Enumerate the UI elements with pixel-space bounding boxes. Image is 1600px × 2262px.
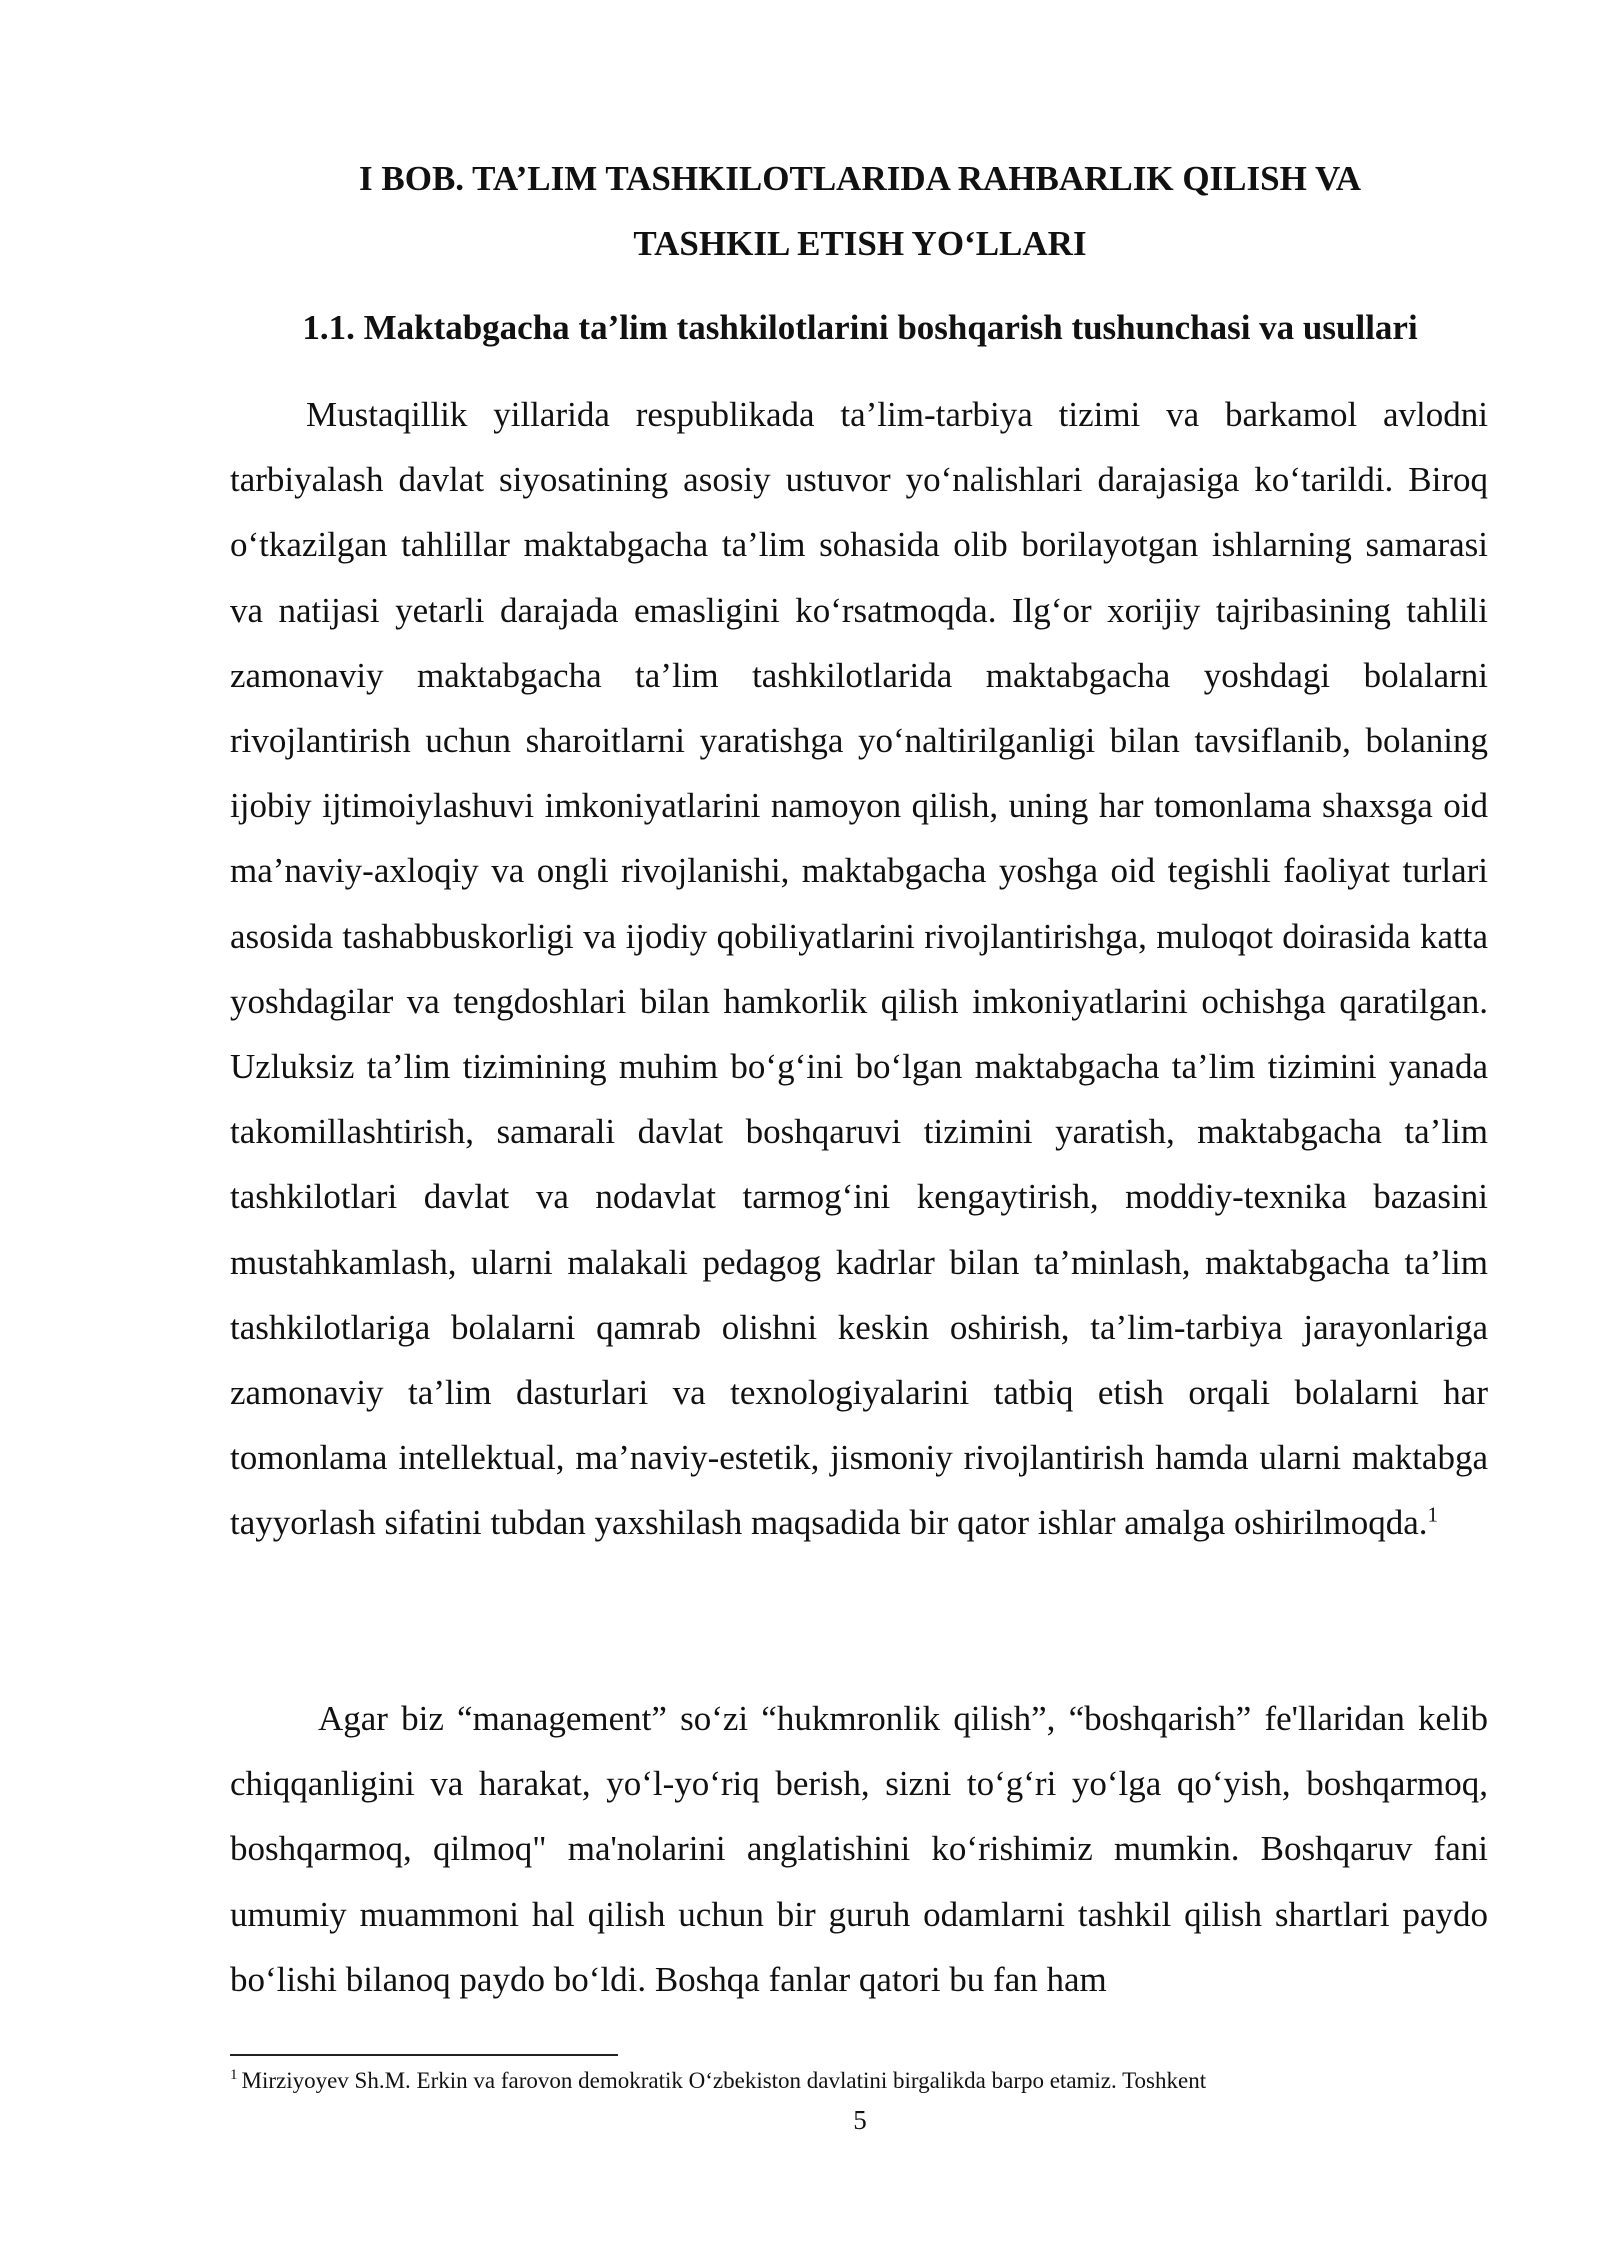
paragraph-1: [230, 382, 1488, 1556]
chapter-title-line-2: TASHKIL ETISH YO‘LLARI: [633, 224, 1087, 263]
paragraph-2: [230, 1686, 1488, 2012]
section-heading: 1.1. Maktabgacha ta’lim tashkilotlarini boshqarish tushunchasi va usullari: [302, 308, 1418, 347]
footnote-separator: [230, 2054, 618, 2056]
footnote-reference[interactable]: 1: [1427, 1502, 1439, 1527]
page-number: 5: [853, 2105, 867, 2135]
chapter-title-line-1: I BOB. TA’LIM TASHKILOTLARIDA RAHBARLIK QILISH VA: [359, 159, 1361, 198]
footnote-mark: 1: [230, 2067, 238, 2084]
paragraph-1-text: Mustaqillik yillarida respublikada ta’lim-tarbiya tizimi va barkamol avlodni tarbiyalash davlat siyosatining asosiy ustuvor yo‘nalishlari darajasiga ko‘tarildi. Biroq o‘tkazilgan tahlillar maktabgacha ta’lim sohasida olib borilayotgan ishlarning samarasi va natijasi yetarli darajada emasligini ko‘rsatmoqda. Ilg‘or xorijiy tajribasining tahlili zamonaviy maktabgacha ta’lim tashkilotlarida maktabgacha yoshdagi bolalarni rivojlantirish uchun sharoitlarni yaratishga yo‘naltirilganligi bilan tavsiflanib, bolaning ijobiy ijtimoiylashuvi imkoniyatlarini namoyon qilish, uning har tomonlama shaxsga oid ma’naviy-axloqiy va ongli rivojlanishi, maktabgacha yoshga oid tegishli faoliyat turlari asosida tashabbuskorligi va ijodiy qobiliyatlarini rivojlantirishga, muloqot doirasida katta yoshdagilar va tengdoshlari bilan hamkorlik qilish imkoniyatlarini ochishga qaratilgan. Uzluksiz ta’lim tizimining muhim bo‘g‘ini bo‘lgan maktabgacha ta’lim tizimini yanada takomillashtirish, samarali davlat boshqaruvi tizimini yaratish, maktabgacha ta’lim tashkilotlari davlat va nodavlat tarmog‘ini kengaytirish, moddiy-texnika bazasini mustahkamlash, ularni malakali pedagog kadrlar bilan ta’minlash, maktabgacha ta’lim tashkilotlariga bolalarni qamrab olishni keskin oshirish, ta’lim-tarbiya jarayonlariga zamonaviy ta’lim dasturlari va texnologiyalarini tatbiq etish orqali bolalarni har tomonlama intellektual, ma’naviy-estetik, jismoniy rivojlantirish hamda ularni maktabga tayyorlash sifatini tubdan yaxshilash maqsadida bir qator ishlar amalga oshirilmoqda.: [230, 395, 1488, 1543]
footnote-text: Mirziyoyev Sh.M. Erkin va farovon demokratik O‘zbekiston davlatini birgalikda barpo etamiz. Toshkent: [241, 2068, 1207, 2093]
footnote: [230, 2066, 1490, 2096]
paragraph-2-text: Agar biz “management” so‘zi “hukmronlik qilish”, “boshqarish” fe'llaridan kelib chiqqanligini va harakat, yo‘l-yo‘riq berish, sizni to‘g‘ri yo‘lga qo‘yish, boshqarmoq, boshqarmoq, qilmoq" ma'nolarini anglatishini ko‘rishimiz mumkin. Boshqaruv fani umumiy muammoni hal qilish uchun bir guruh odamlarni tashkil qilish shartlari paydo bo‘lishi bilanoq paydo bo‘ldi. Boshqa fanlar qatori bu fan ham: [230, 1699, 1488, 1999]
